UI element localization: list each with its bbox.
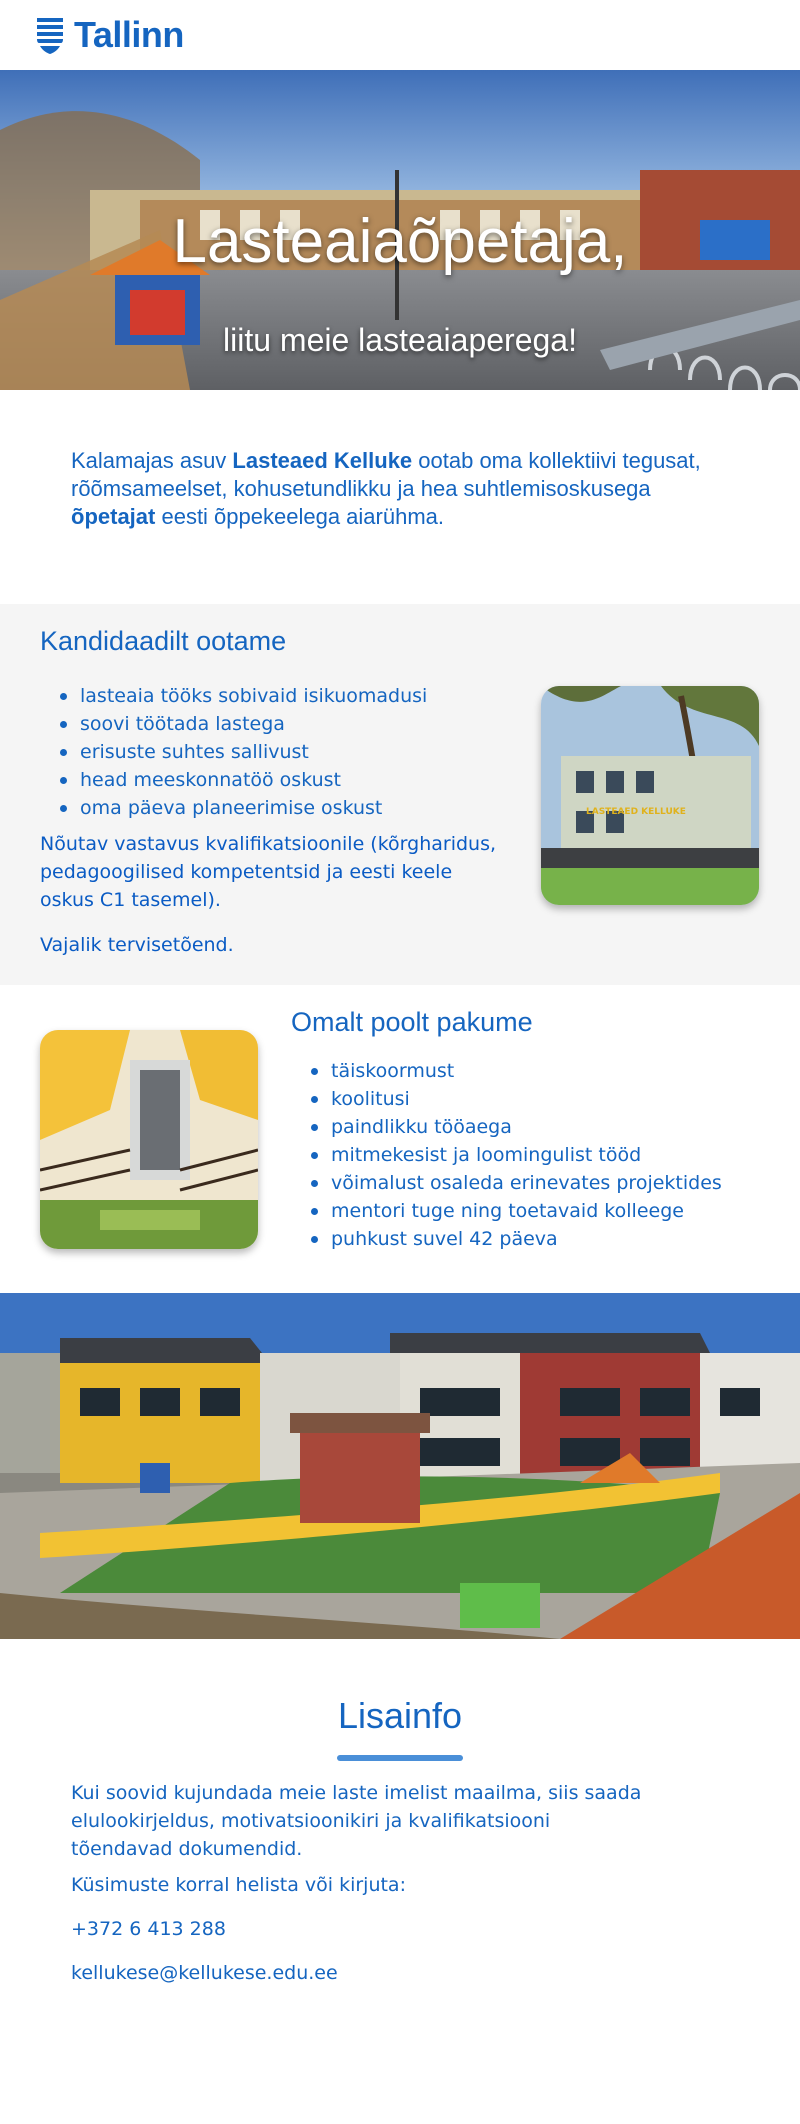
list-item: võimalust osaleda erinevates projektides — [291, 1169, 722, 1197]
requirements-list — [40, 682, 427, 822]
list-item: koolitusi — [291, 1085, 722, 1113]
building-photo-image — [541, 686, 759, 905]
section-heading: Omalt poolt pakume — [291, 1007, 533, 1037]
list-item: mentori tuge ning toetavaid kolleege — [291, 1197, 722, 1225]
list-item: head meeskonnatöö oskust — [40, 766, 427, 794]
offer-section — [0, 985, 800, 1293]
yard-photo-image — [0, 1293, 800, 1639]
contact-phone[interactable]: +372 6 413 288 — [71, 1918, 226, 1940]
contact-email[interactable]: kellukese@kellukese.edu.ee — [71, 1962, 338, 1984]
hero-subtitle: liitu meie lasteaiaperega! — [223, 322, 577, 358]
building-sign-text: LASTEAED KELLUKE — [586, 807, 686, 817]
hero-banner — [0, 70, 800, 390]
logo-text: Tallinn — [74, 14, 184, 55]
section-heading: Kandidaadilt ootame — [40, 626, 287, 656]
health-certificate-text: Vajalik tervisetõend. — [40, 934, 234, 956]
list-item: puhkust suvel 42 päeva — [291, 1225, 722, 1253]
candidate-requirements-section — [0, 604, 800, 985]
intro-text-part: Kalamajas asuv — [71, 448, 233, 473]
tallinn-shield-icon — [36, 16, 64, 54]
list-item: mitmekesist ja loomingulist tööd — [291, 1141, 722, 1169]
contact-prompt: Küsimuste korral helista või kirjuta: — [71, 1874, 406, 1896]
kindergarten-building-photo — [541, 686, 759, 905]
list-item: paindlikku tööaega — [291, 1113, 722, 1141]
kindergarten-yard-photo — [0, 1293, 800, 1639]
position-name: õpetajat — [71, 504, 156, 529]
tallinn-logo[interactable] — [36, 14, 184, 56]
intro-section — [0, 390, 800, 604]
more-info-section — [0, 1639, 800, 2124]
offer-list — [291, 1057, 722, 1253]
intro-text-part: ootab oma kollektiivi tegusat, rõõmsameelset, kohusetundlikku ja hea suhtlemisoskusega — [71, 448, 701, 501]
qualification-text: Nõutav vastavus kvalifikatsioonile (kõrgharidus, pedagoogilised kompetentsid ja eesti keele oskus C1 tasemel). — [40, 833, 497, 911]
hero-title: Lasteaiaõpetaja, — [172, 207, 628, 276]
section-heading: Lisainfo — [337, 1695, 463, 1736]
heading-divider — [337, 1755, 463, 1761]
interior-photo-image — [40, 1030, 258, 1249]
list-item: soovi töötada lastega — [40, 710, 427, 738]
list-item: erisuste suhtes sallivust — [40, 738, 427, 766]
header — [0, 0, 800, 70]
kindergarten-interior-photo — [40, 1030, 258, 1249]
intro-text — [71, 447, 728, 531]
intro-text-part: eesti õppekeelega aiarühma. — [155, 504, 445, 529]
kindergarten-name: Lasteaed Kelluke — [232, 448, 413, 473]
application-instructions: Kui soovid kujundada meie laste imelist maailma, siis saada elulookirjeldus, motivatsioonikiri ja kvalifikatsiooni tõendavad dokumendid. — [71, 1782, 642, 1860]
list-item: lasteaia tööks sobivaid isikuomadusi — [40, 682, 427, 710]
list-item: täiskoormust — [291, 1057, 722, 1085]
list-item: oma päeva planeerimise oskust — [40, 794, 427, 822]
